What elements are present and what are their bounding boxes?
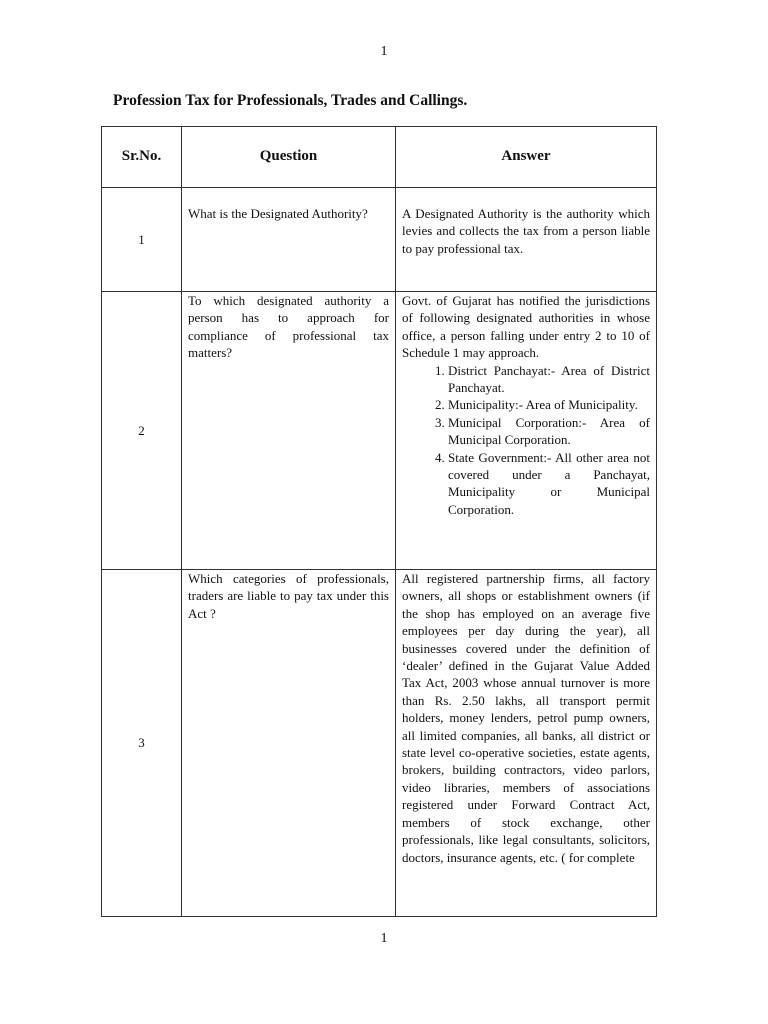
table-row: [102, 292, 657, 570]
document-title: Profession Tax for Professionals, Trades and Callings.: [113, 92, 468, 109]
row-answer: [396, 570, 657, 917]
row-question: [182, 292, 396, 570]
list-item: 1. District Panchayat:- Area of District Panchayat.: [448, 362, 650, 397]
row-question-text: To which designated authority a person has to approach for compliance of professional tax matters?: [188, 293, 389, 361]
row-srno: 1: [102, 188, 182, 292]
header-srno: Sr.No.: [102, 127, 182, 188]
header-question: Question: [182, 127, 396, 188]
row-answer: [396, 292, 657, 570]
header-answer: Answer: [396, 127, 657, 188]
row-answer-intro: Govt. of Gujarat has notified the jurisdictions of following designated authorities in whose office, a person falling under entry 2 to 10 of Schedule 1 may approach.: [402, 293, 650, 361]
row-answer: A Designated Authority is the authority which levies and collects the tax from a person liable to pay professional tax.: [396, 188, 657, 292]
row-answer-text: All registered partnership firms, all factory owners, all shops or establishment owners (if the shop has employed on an average five employees per day during the year), all businesses covered under the definition of ‘dealer’ defined in the Gujarat Value Added Tax Act, 2003 whose annual turnover is more than Rs. 2.50 lakhs, all transport permit holders, money lenders, petrol pump owners, all limited companies, all banks, all district or state level co-operative societies, estate agents, brokers, building contractors, video parlors, video libraries, members of associations registered under Forward Contract Act, members of stock exchange, other professionals, like legal consultants, solicitors, doctors, insurance agents, etc. ( for complete: [402, 571, 650, 865]
row-question: What is the Designated Authority?: [182, 188, 396, 292]
list-item: 4. State Government:- All other area not covered under a Panchayat, Municipality or Municipal Corporation.: [448, 449, 650, 519]
table-row: [102, 570, 657, 917]
table-header-row: [102, 127, 657, 188]
page-number-bottom: 1: [380, 931, 388, 946]
faq-table: [101, 126, 657, 917]
list-item: 3. Municipal Corporation:- Area of Municipal Corporation.: [448, 414, 650, 449]
list-item: 2. Municipality:- Area of Municipality.: [448, 396, 650, 413]
page-number-top: 1: [380, 44, 388, 59]
row-question: [182, 570, 396, 917]
table-row: [102, 188, 657, 292]
row-srno: 3: [102, 570, 182, 917]
designated-authorities-list: [402, 362, 650, 519]
row-question-text: Which categories of professionals, traders are liable to pay tax under this Act ?: [188, 571, 389, 621]
row-srno: 2: [102, 292, 182, 570]
